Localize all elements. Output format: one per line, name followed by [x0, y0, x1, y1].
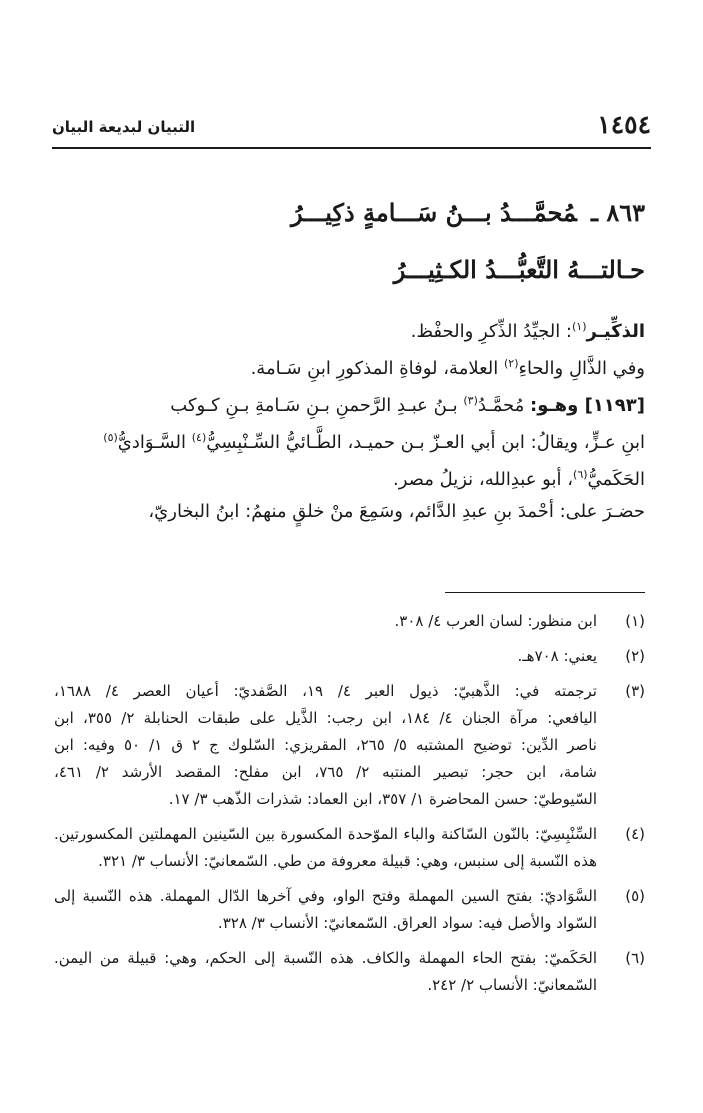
- body-line-1: [56, 308, 645, 345]
- footnote-line: يعني: ٧٠٨هـ.: [517, 647, 597, 665]
- entry-title: [291, 198, 645, 227]
- page-number: ١٤٥٤: [597, 110, 651, 139]
- body-line-6: حضـرَ على: أحْمدَ بنِ عبدِ الدَّائم، وسَمِعَ منْ خلقٍ منهمُ: ابنُ البخاريّ،: [148, 501, 645, 522]
- body-line-2: [56, 345, 645, 382]
- footnote-line: السِّنْبِسِيّ: بالنّون السّاكنة والباء الموّحدة المكسورة بين السّينين المهملتين المكسورتين.: [54, 825, 597, 843]
- body-line-3: [56, 382, 645, 419]
- footnote-line: شامة، ابن حجر: تبصير المنتبه ٢/ ٧٦٥، ابن مفلح: المقصد الأرشد ٢/ ٤٦١،: [54, 763, 597, 781]
- footnote-ref: (١): [571, 320, 587, 333]
- footnote-number: (٣): [625, 682, 645, 700]
- footnote-number: (١): [625, 612, 645, 630]
- header-rule: [52, 147, 651, 149]
- body-line-5: [56, 456, 645, 493]
- text: ، أبو عبدِالله، نزيلُ مصر.: [392, 469, 574, 490]
- entry-number: ٨٦٣ ـ: [590, 198, 645, 227]
- text: : الجيِّدُ الذِّكرِ والحفْظ.: [410, 321, 572, 342]
- footnote-line: السّواد والأصل فيه: سواد العراق. السّمعانيّ: الأنساب ٣/ ٣٢٨.: [217, 914, 597, 932]
- footnote-separator: [445, 592, 645, 593]
- text: بـنُ عبـدِ الرَّحمنِ بـنِ سَـامةِ بـنِ كـوكب: [170, 395, 464, 416]
- footnotes: [54, 608, 645, 1007]
- footnote-number: (٢): [625, 647, 645, 665]
- footnote: [54, 945, 645, 999]
- book-title: التبيان لبديعة البيان: [52, 118, 196, 136]
- footnote-number: (٥): [625, 887, 645, 905]
- entry-name: مُحمَّـــدُ بـــنُ سَـــامةٍ ذكِيـــرُ: [290, 198, 577, 227]
- footnote-line: ترجمته في: الذَّهبيّ: ذيول العبر ٤/ ١٩، الصَّفديّ: أعيان العصر ٤/ ١٦٨٨،: [54, 682, 597, 700]
- text: وفي الذَّالِ والحاءِ: [518, 358, 645, 379]
- footnote-line: هذه النّسبة إلى سنبس، وهي: قبيلة معروفة من طي. السّمعانيّ: الأنساب ٣/ ٣٢١.: [98, 852, 597, 870]
- footnote: [54, 643, 645, 670]
- running-header: [52, 110, 651, 150]
- footnote-line: ناصر الدِّين: توضيح المشتبه ٥/ ٢٦٥، المقريزي: السّلوك ج ٢ ق ١/ ٥٠ وفيه: ابن: [54, 736, 597, 754]
- footnote-ref: (٥): [103, 431, 118, 444]
- footnote-line: الحَكَميّ: بفتح الحاء المهملة والكاف. هذه النّسبة إلى الحكم، وهي: قبيلة من اليمن.: [54, 949, 597, 967]
- footnote-line: اليافعي: مرآة الجنان ٤/ ١٨٤، ابن رجب: الذَّيل على طبقات الحنابلة ٢/ ٣٥٥، ابن: [54, 709, 597, 727]
- body-line-4: [56, 419, 645, 456]
- footnote-line: السَّوَاديّ: بفتح السين المهملة وفتح الواو، وفي آخرها الدّال المهملة. هذه النّسبة إلى: [54, 887, 597, 905]
- text: العلامة، لوفاةِ المذكورِ ابنِ سَـامة.: [250, 358, 504, 379]
- footnote-ref: (٢): [503, 357, 519, 370]
- text: السَّـوَاديُّ: [117, 432, 192, 453]
- footnote: [54, 608, 645, 635]
- person-name: مُحمَّـدُ: [477, 395, 530, 416]
- footnote-number: (٤): [625, 825, 645, 843]
- footnote-number: (٦): [625, 949, 645, 967]
- text: الحَكَميُّ: [587, 469, 645, 490]
- footnote-line: السّيوطيّ: حسن المحاضرة ١/ ٣٥٧، ابن العماد: شذرات الذّهب ٣/ ١٧.: [168, 790, 597, 808]
- footnote: [54, 883, 645, 937]
- entry-subtitle: حـالتـــهُ التَّعبُّـــدُ الكـثِيـــرُ: [393, 255, 645, 284]
- footnote: [54, 678, 645, 813]
- footnote: [54, 821, 645, 875]
- text: ابنِ عـزٍّ، ويقالُ: ابن أبي العـزّ بـن حميـد، الطَّـائيُّ السِّـنْبِسِيُّ: [206, 432, 645, 453]
- record-number: [١١٩٣] وهـو:: [530, 395, 645, 416]
- keyword: الذكِّيـر: [586, 321, 645, 342]
- footnote-line: ابن منظور: لسان العرب ٤/ ٣٠٨.: [394, 612, 597, 630]
- body-text: [56, 308, 645, 530]
- footnote-ref: (٣): [463, 394, 478, 407]
- footnote-ref: (٦): [573, 468, 588, 481]
- footnote-ref: (٤): [191, 431, 207, 444]
- footnote-line: السّمعانيّ: الأنساب ٢/ ٢٤٢.: [427, 976, 597, 994]
